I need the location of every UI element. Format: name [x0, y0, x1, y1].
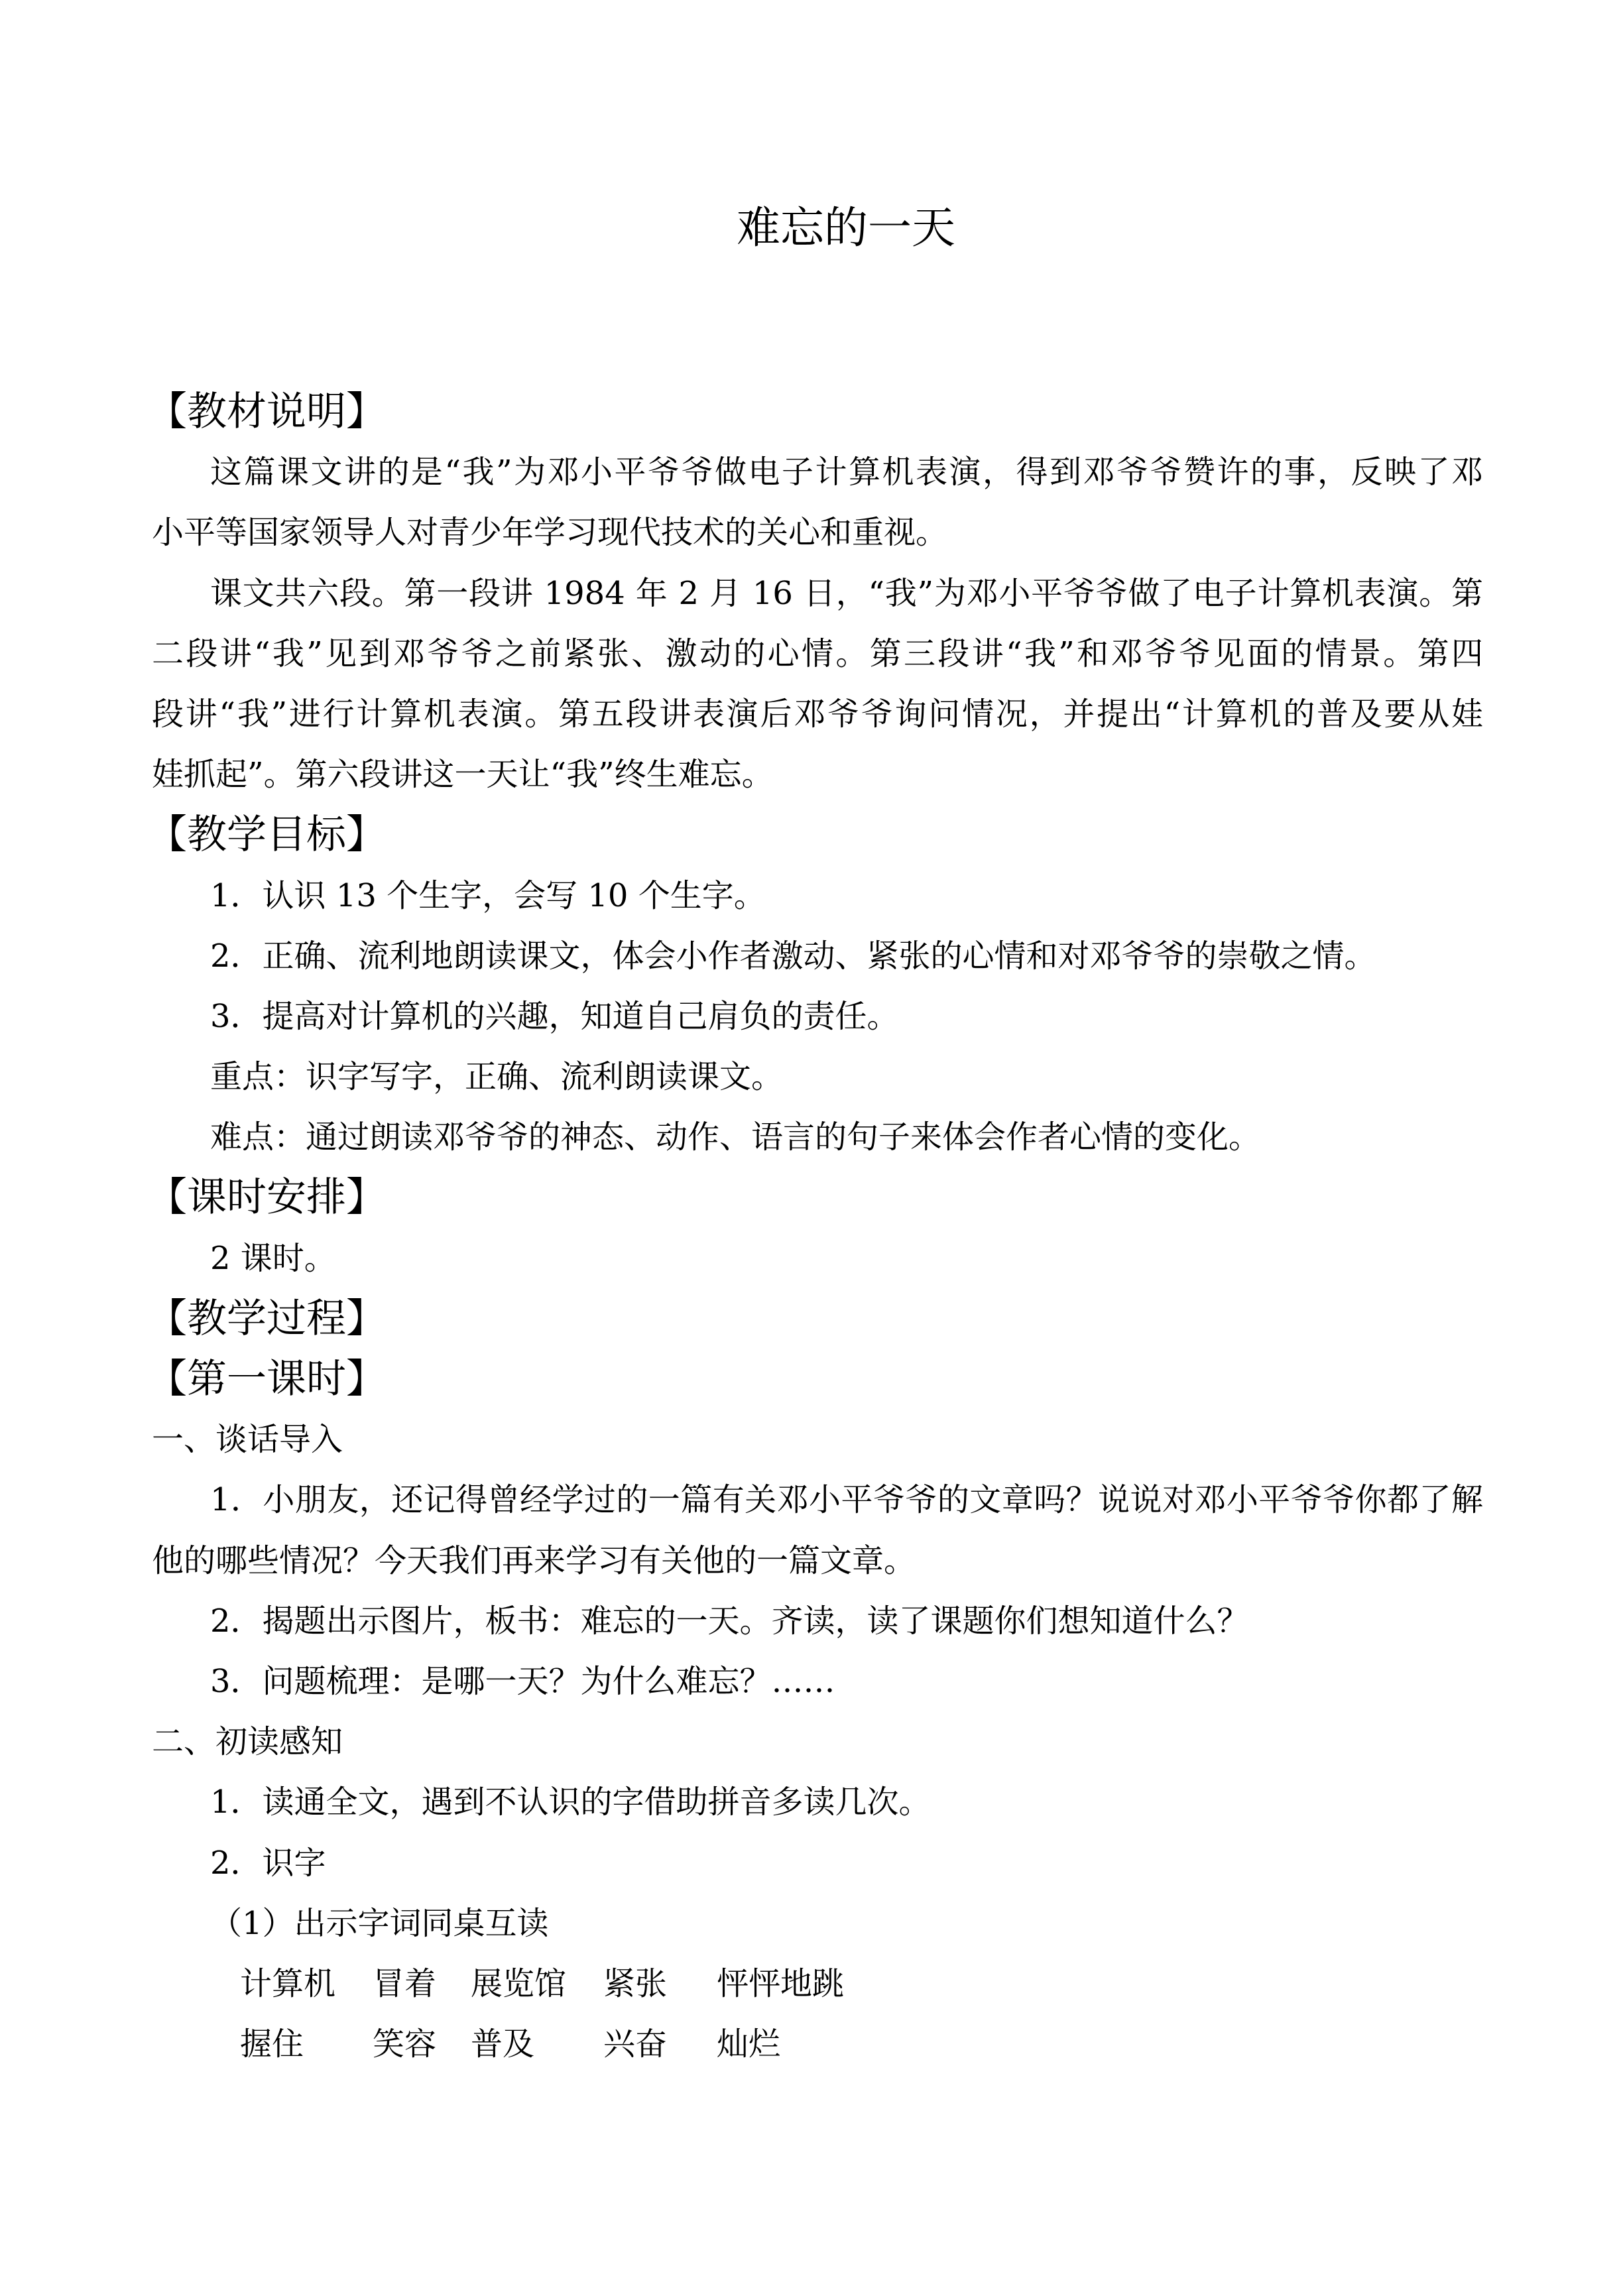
paragraph-line: 课文共六段。第一段讲 1984 年 2 月 16 日，“我”为邓小平爷爷做了电子计算机表演。第	[210, 574, 1483, 612]
materials-section	[0, 382, 1623, 805]
step-item: 他的哪些情况？今天我们再来学习有关他的一篇文章。	[152, 1541, 916, 1579]
schedule-section	[0, 1168, 1623, 1288]
part-first-reading	[0, 1712, 1623, 2075]
objective-item: 2．正确、流利地朗读课文，体会小作者激动、紧张的心情和对邓爷爷的崇敬之情。	[210, 937, 1376, 975]
sub-step-label: （1）出示字词同桌互读	[210, 1904, 549, 1942]
schedule-heading: 【课时安排】	[147, 1174, 386, 1221]
vocab-word: 笑容	[373, 2025, 437, 2063]
vocab-word: 计算机	[240, 1964, 336, 2002]
vocab-word: 兴奋	[603, 2025, 668, 2063]
step-item: 1．读通全文，遇到不认识的字借助拼音多读几次。	[210, 1783, 931, 1821]
vocab-word: 普及	[471, 2025, 535, 2063]
vocab-word: 怦怦地跳	[717, 1964, 845, 2002]
paragraph-line: 小平等国家领导人对青少年学习现代技术的关心和重视。	[152, 514, 948, 552]
materials-heading: 【教材说明】	[147, 389, 386, 435]
paragraph-line: 这篇课文讲的是“我”为邓小平爷爷做电子计算机表演，得到邓爷爷赞许的事，反映了邓	[210, 453, 1483, 491]
objective-item: 3．提高对计算机的兴趣，知道自己肩负的责任。	[210, 997, 899, 1035]
part-heading-first-reading: 二、初读感知	[152, 1723, 343, 1761]
lesson-one-heading: 【第一课时】	[147, 1356, 386, 1402]
objective-item: 1．认识 13 个生字，会写 10 个生字。	[210, 876, 766, 914]
part-intro	[0, 1410, 1623, 1712]
paragraph-line: 二段讲“我”见到邓爷爷之前紧张、激动的心情。第三段讲“我”和邓爷爷见面的情景。第四	[152, 634, 1483, 672]
document-body	[0, 382, 1623, 2075]
vocab-row	[0, 1954, 1623, 2014]
vocab-word: 握住	[240, 2025, 304, 2063]
step-item: 2．识字	[210, 1844, 326, 1882]
vocab-row	[0, 2014, 1623, 2075]
step-item: 3．问题梳理：是哪一天？为什么难忘？……	[210, 1662, 835, 1700]
page-title: 难忘的一天	[737, 202, 955, 253]
vocab-word: 展览馆	[471, 1964, 567, 2002]
vocab-word: 灿烂	[717, 2025, 781, 2063]
difficulty-point: 难点：通过朗读邓爷爷的神态、动作、语言的句子来体会作者心情的变化。	[210, 1118, 1261, 1156]
key-point: 重点：识字写字，正确、流利朗读课文。	[210, 1058, 784, 1096]
vocab-word: 冒着	[373, 1964, 437, 2002]
paragraph-line: 段讲“我”进行计算机表演。第五段讲表演后邓爷爷询问情况，并提出“计算机的普及要从娃	[152, 695, 1483, 733]
vocab-word: 紧张	[603, 1964, 668, 2002]
process-heading: 【教学过程】	[147, 1295, 386, 1342]
part-heading-intro: 一、谈话导入	[152, 1421, 343, 1459]
paragraph-line: 娃抓起”。第六段讲这一天让“我”终生难忘。	[152, 756, 774, 794]
step-item: 2．揭题出示图片，板书：难忘的一天。齐读，读了课题你们想知道什么？	[210, 1602, 1249, 1640]
objectives-heading: 【教学目标】	[147, 812, 386, 859]
schedule-text: 2 课时。	[210, 1239, 336, 1277]
process-section	[0, 1289, 1623, 2075]
objectives-section	[0, 805, 1623, 1168]
step-item: 1．小朋友，还记得曾经学过的一篇有关邓小平爷爷的文章吗？说说对邓小平爷爷你都了解	[210, 1481, 1483, 1519]
